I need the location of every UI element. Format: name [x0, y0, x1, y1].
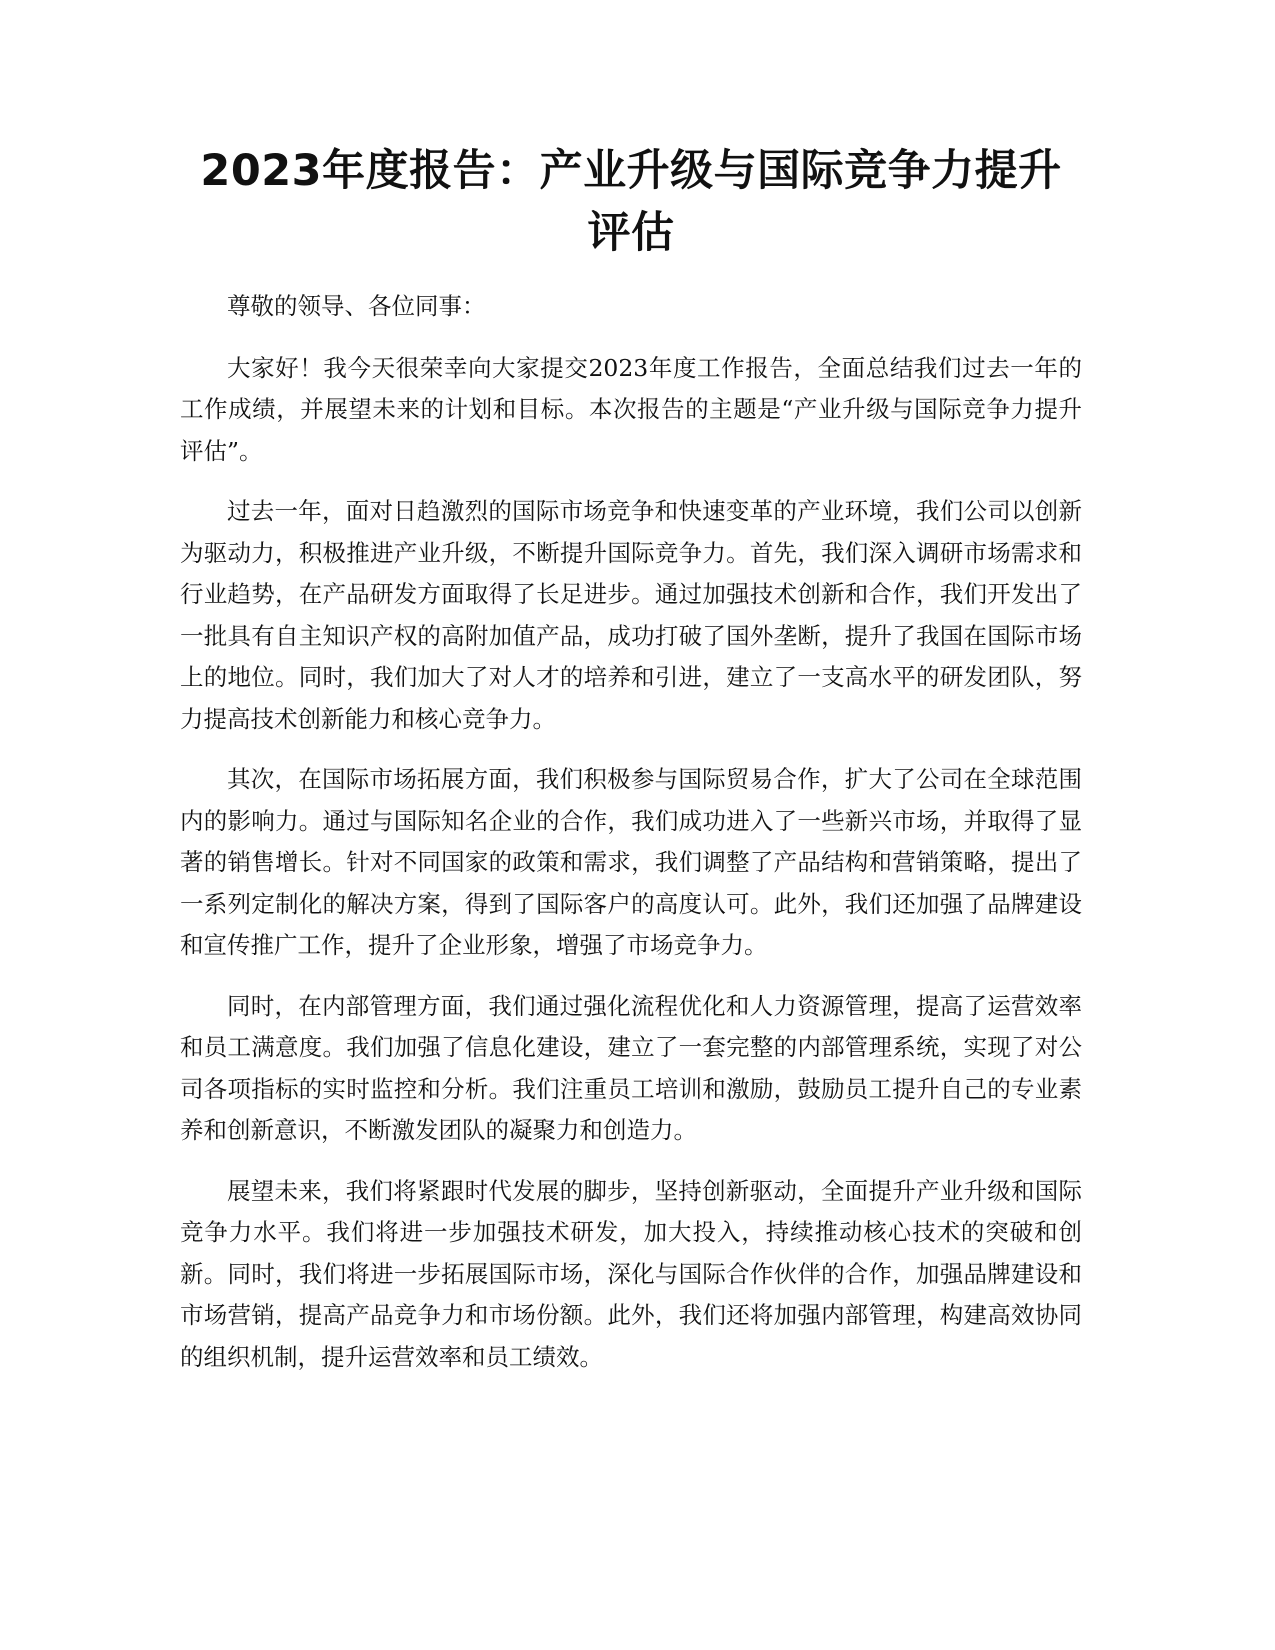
document-title: 2023年度报告：产业升级与国际竞争力提升评估: [200, 146, 1062, 258]
document-page: [180, 140, 1082, 1397]
paragraph-opening: 大家好！我今天很荣幸向大家提交2023年度工作报告，全面总结我们过去一年的工作成绩，并展望未来的计划和目标。本次报告的主题是“产业升级与国际竞争力提升评估”。: [180, 353, 1082, 465]
greeting: 尊敬的领导、各位同事：: [227, 292, 486, 320]
paragraph-outlook: 展望未来，我们将紧跟时代发展的脚步，坚持创新驱动，全面提升产业升级和国际竞争力水平。我们将进一步加强技术研发，加大投入，持续推动核心技术的突破和创新。同时，我们将进一步拓展国际市场，深化与国际合作伙伴的合作，加强品牌建设和市场营销，提高产品竞争力和市场份额。此外，我们还将加强内部管理，构建高效协同的组织机制，提升运营效率和员工绩效。: [180, 1176, 1082, 1371]
paragraph-internal-management: 同时，在内部管理方面，我们通过强化流程优化和人力资源管理，提高了运营效率和员工满意度。我们加强了信息化建设，建立了一套完整的内部管理系统，实现了对公司各项指标的实时监控和分析。我们注重员工培训和激励，鼓励员工提升自己的专业素养和创新意识，不断激发团队的凝聚力和创造力。: [180, 991, 1082, 1144]
paragraph-past-year: 过去一年，面对日趋激烈的国际市场竞争和快速变革的产业环境，我们公司以创新为驱动力，积极推进产业升级，不断提升国际竞争力。首先，我们深入调研市场需求和行业趋势，在产品研发方面取得了长足进步。通过加强技术创新和合作，我们开发出了一批具有自主知识产权的高附加值产品，成功打破了国外垄断，提升了我国在国际市场上的地位。同时，我们加大了对人才的培养和引进，建立了一支高水平的研发团队，努力提高技术创新能力和核心竞争力。: [180, 497, 1082, 733]
paragraph-international-market: 其次，在国际市场拓展方面，我们积极参与国际贸易合作，扩大了公司在全球范围内的影响力。通过与国际知名企业的合作，我们成功进入了一些新兴市场，并取得了显著的销售增长。针对不同国家的政策和需求，我们调整了产品结构和营销策略，提出了一系列定制化的解决方案，得到了国际客户的高度认可。此外，我们还加强了品牌建设和宣传推广工作，提升了企业形象，增强了市场竞争力。: [180, 765, 1082, 959]
